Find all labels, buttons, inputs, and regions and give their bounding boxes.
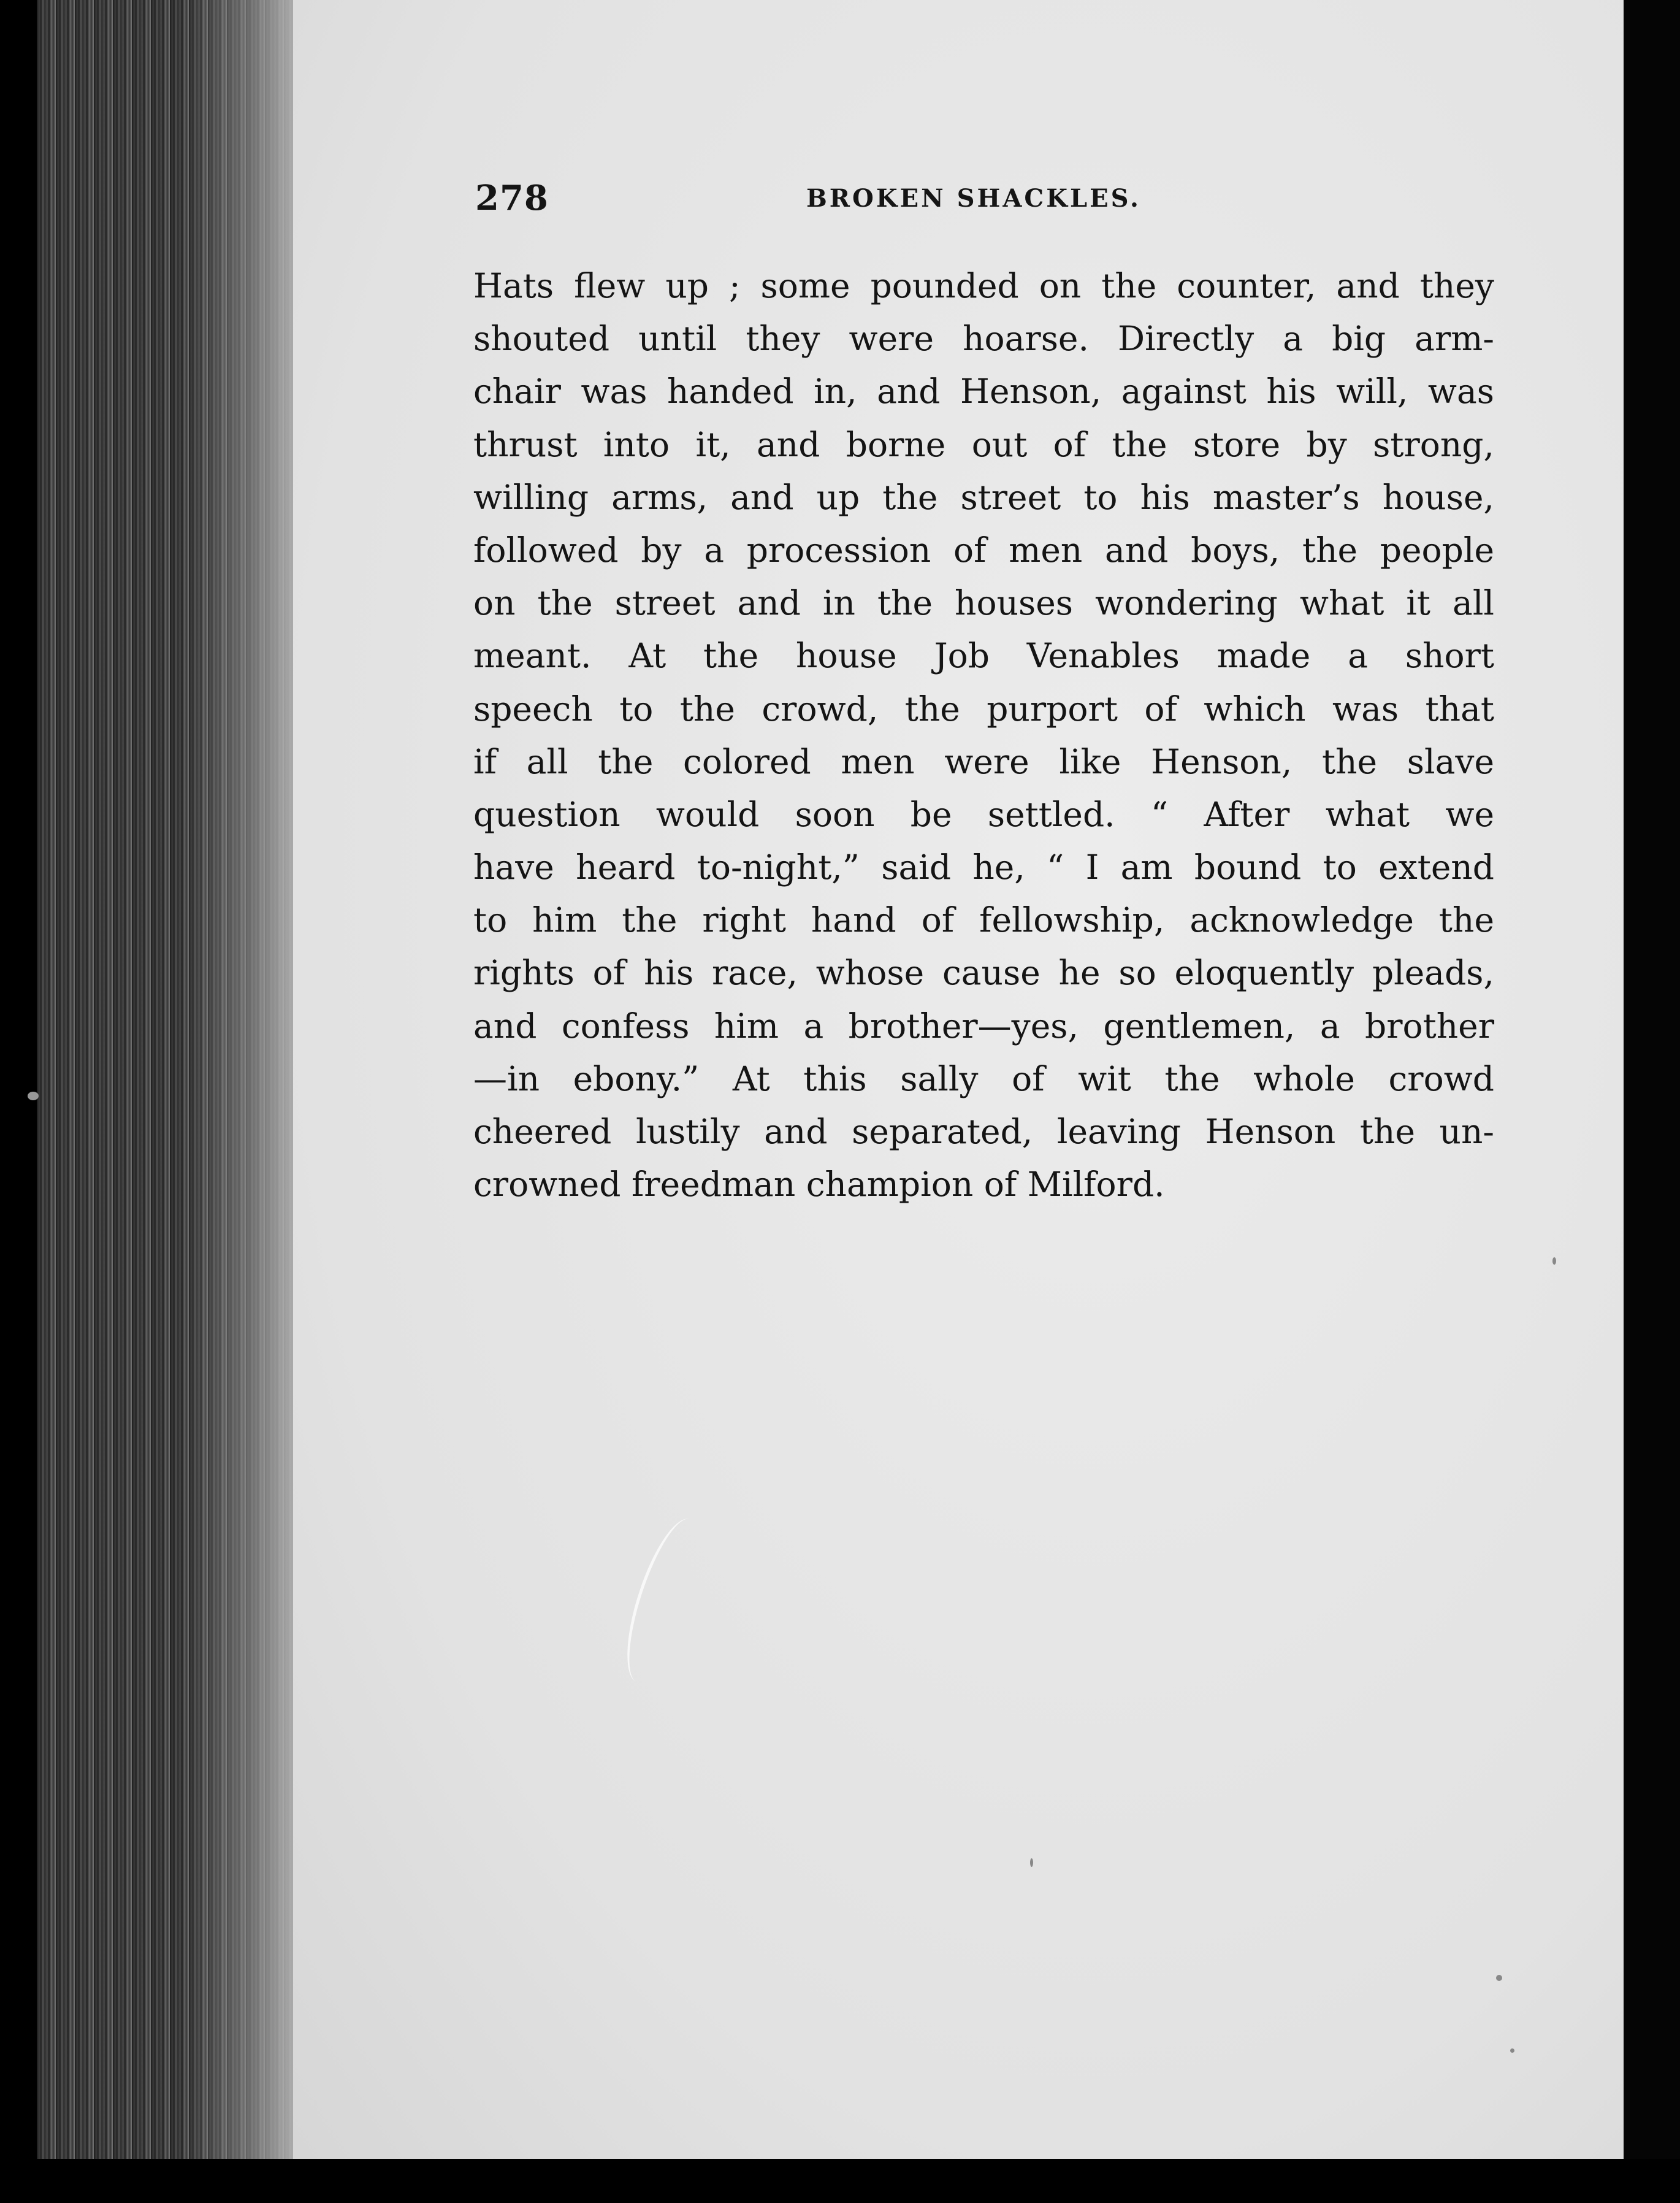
text-line: willing arms, and up the street to his master’s house,: [473, 477, 1494, 517]
text-line: rights of his race, whose cause he so eloquently pleads,: [473, 953, 1494, 993]
right-binding-shadow: [1624, 0, 1680, 2203]
scan-speck: [28, 1092, 39, 1100]
text-line: have heard to-night,” said he, “ I am bound to extend: [473, 848, 1494, 887]
text-line: speech to the crowd, the purport of which was that: [473, 689, 1494, 729]
scan-speck: [1552, 1257, 1556, 1265]
text-line: question would soon be settled. “ After what we: [473, 794, 1494, 834]
body-text: [473, 259, 1494, 1211]
running-head: [475, 178, 1518, 227]
text-line: thrust into it, and borne out of the store by strong,: [473, 424, 1494, 464]
text-line: —in ebony.” At this sally of wit the whole crowd: [473, 1059, 1494, 1098]
text-line: on the street and in the houses wondering what it all: [473, 583, 1494, 623]
scan-speck: [1030, 1858, 1033, 1867]
page-number: 278: [475, 178, 549, 218]
page-edge-shading: [184, 0, 294, 2159]
text-line: followed by a procession of men and boys, the people: [473, 530, 1494, 570]
text-line: if all the colored men were like Henson, the slave: [473, 741, 1494, 781]
text-line: chair was handed in, and Henson, against his will, was: [473, 372, 1494, 412]
text-line: Hats flew up ; some pounded on the counter, and they: [473, 266, 1494, 305]
text-line: meant. At the house Job Venables made a short: [473, 636, 1494, 676]
scan-speck: [1510, 2048, 1514, 2053]
bottom-shadow: [0, 2159, 1680, 2203]
text-line: cheered lustily and separated, leaving Henson the un-: [473, 1112, 1494, 1151]
running-title: BROKEN SHACKLES.: [806, 184, 1141, 213]
text-line: to him the right hand of fellowship, acknowledge the: [473, 900, 1494, 940]
text-line: and confess him a brother—yes, gentlemen, a brother: [473, 1006, 1494, 1046]
scan-speck: [1496, 1975, 1502, 1981]
text-line: crowned freedman champion of Milford.: [473, 1165, 1165, 1205]
text-line: shouted until they were hoarse. Directly a big arm-: [473, 319, 1494, 359]
